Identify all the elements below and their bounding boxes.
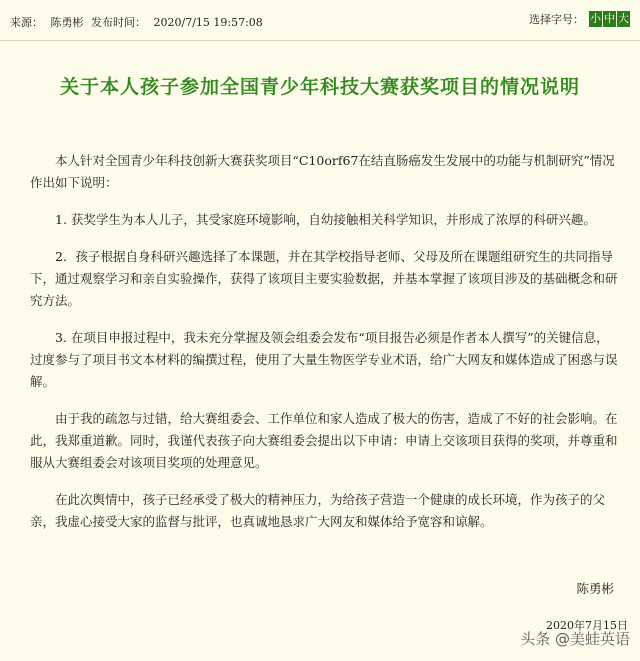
author-name: 陈勇彬 — [50, 16, 84, 29]
watermark: 头条 @美蛙英语 — [520, 630, 630, 648]
document-date: 2020年7月15日 — [546, 619, 628, 632]
source-label: 来源： — [10, 16, 43, 29]
publish-time: 2020/7/15 19:57:08 — [153, 16, 263, 29]
font-size-label: 选择字号： — [529, 13, 584, 26]
signature: 陈勇彬 — [576, 581, 614, 596]
publish-time-label: 发布时间： — [91, 16, 146, 29]
document-title: 关于本人孩子参加全国青少年科技大赛获奖项目的情况说明 — [59, 76, 580, 98]
font-size-small-button[interactable]: 小 — [590, 12, 601, 25]
paragraph: 在此次舆情中，孩子已经承受了极大的精神压力，为给孩子营造一个健康的成长环境，作为孩子的父亲，我虚心接受大家的监督与批评，也真诚地恳求广大网友和媒体给予宽容和谅解。 — [30, 492, 606, 529]
font-size-medium-button[interactable]: 中 — [604, 12, 615, 25]
paragraph: 由于我的疏忽与过错，给大赛组委会、工作单位和家人造成了极大的伤害，造成了不好的社会影响。在此，我郑重道歉。同时，我谨代表孩子向大赛组委会提出以下申请：申请上交该项目获得的奖项，并尊重和服从大赛组委会对该项目奖项的处理意见。 — [30, 411, 618, 470]
paragraph: 2．孩子根据自身科研兴趣选择了本课题，并在其学校指导老师、父母及所在课题组研究生的共同指导下，通过观察学习和亲自实验操作，获得了该项目主要实验数据，并基本掌握了该项目涉及的基础概念和研究方法。 — [30, 249, 618, 308]
font-size-large-button[interactable]: 大 — [618, 12, 629, 25]
meta-bar — [0, 0, 640, 41]
font-size-selector — [529, 11, 630, 27]
paragraph: 本人针对全国青少年科技创新大赛获奖项目“C10orf67在结直肠癌发生发展中的功能与机制研究”情况作出如下说明： — [30, 153, 615, 190]
document-body — [30, 150, 620, 548]
paragraph: 3. 在项目申报过程中，我未充分掌握及领会组委会发布“项目报告必须是作者本人撰写”的关键信息，过度参与了项目书文本材料的编撰过程，使用了大量生物医学专业术语，给广大网友和媒体造成了困惑与误解。 — [30, 330, 618, 389]
article-meta — [10, 14, 267, 30]
paragraph: 1. 获奖学生为本人儿子，其受家庭环境影响，自幼接触相关科学知识，并形成了浓厚的科研兴趣。 — [55, 212, 596, 227]
